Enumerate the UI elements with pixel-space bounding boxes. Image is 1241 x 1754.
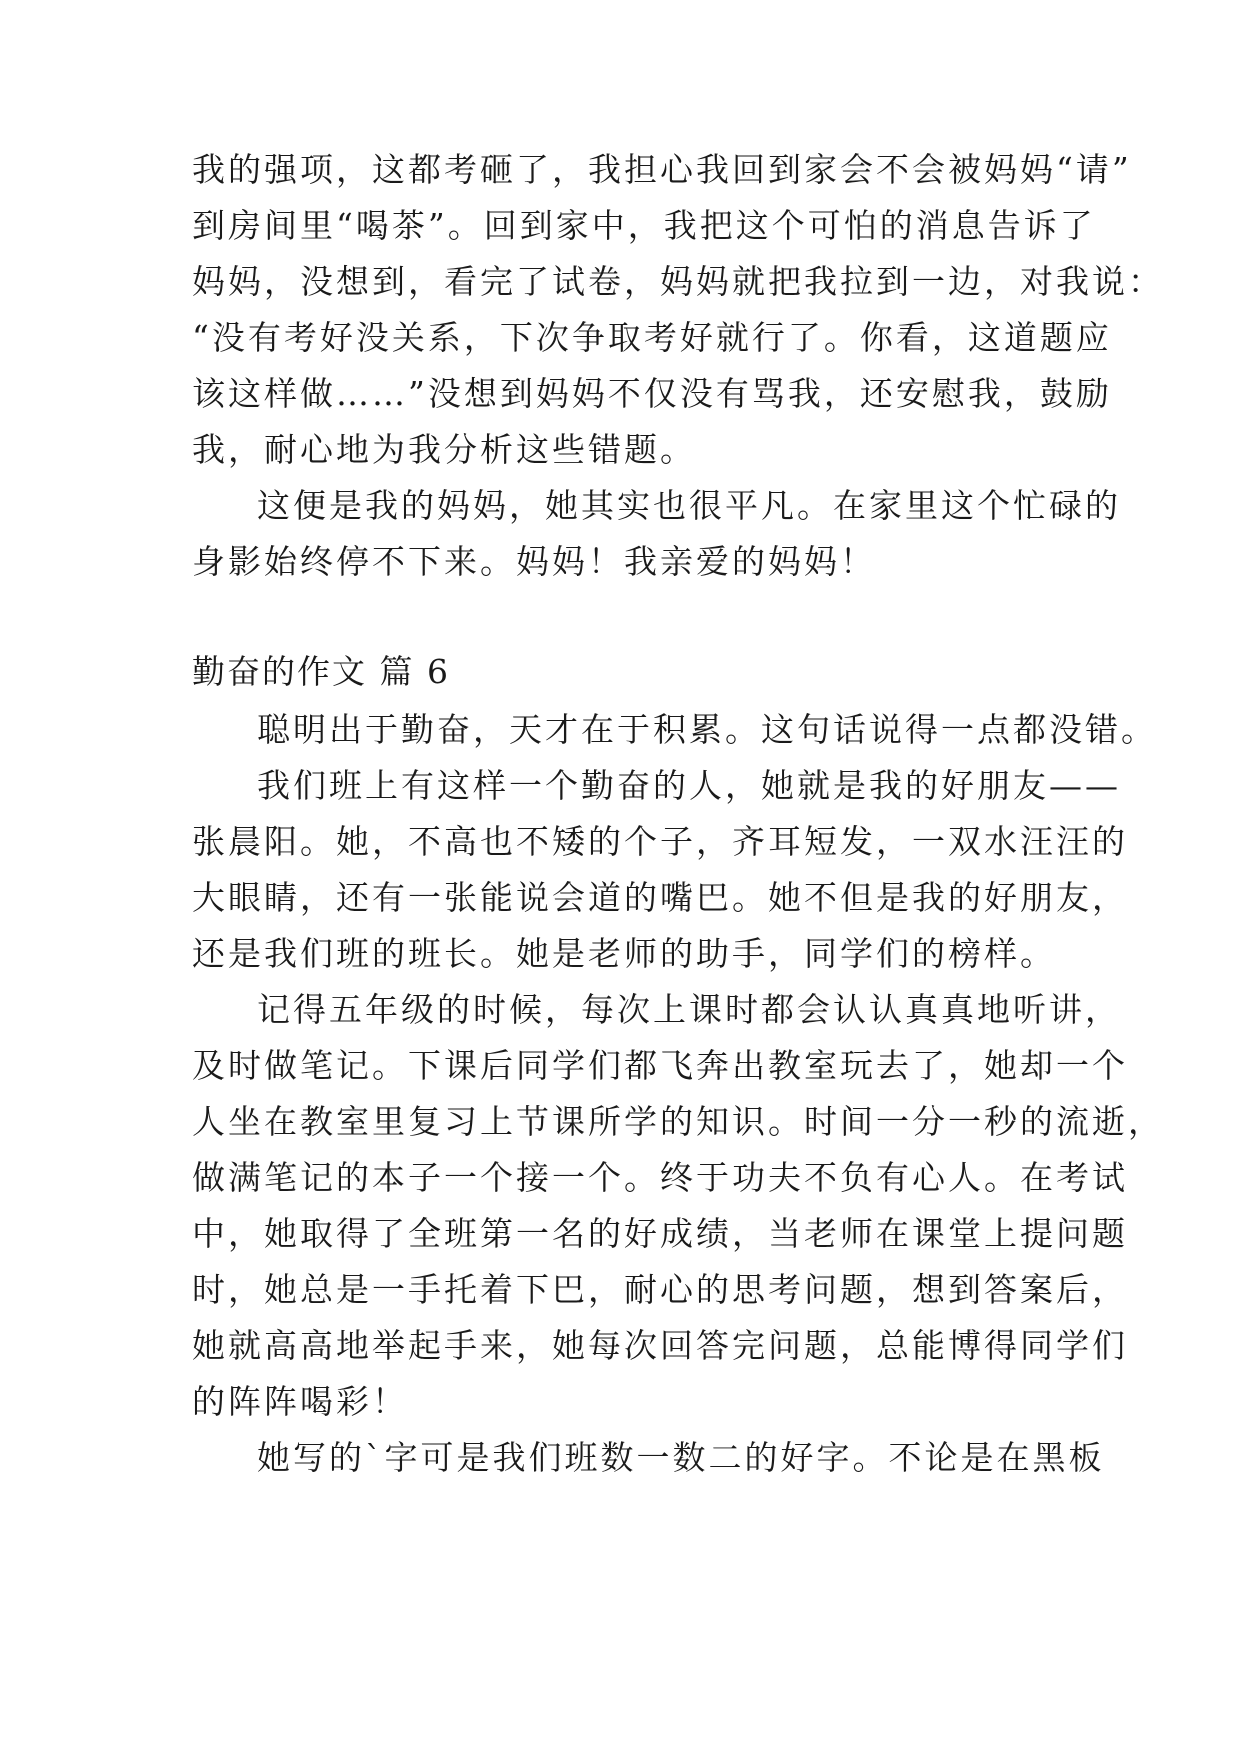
paragraph-line: 她就高高地举起手来，她每次回答完问题，总能博得同学们 — [192, 1326, 1128, 1365]
paragraph-line: 聪明出于勤奋，天才在于积累。这句话说得一点都没错。 — [257, 710, 1157, 749]
paragraph-line: 大眼睛，还有一张能说会道的嘴巴。她不但是我的好朋友， — [192, 878, 1128, 917]
paragraph-line: 时，她总是一手托着下巴，耐心的思考问题，想到答案后， — [192, 1270, 1128, 1309]
paragraph-line: 还是我们班的班长。她是老师的助手，同学们的榜样。 — [192, 934, 1056, 973]
paragraph-line: “没有考好没关系，下次争取考好就行了。你看，这道题应 — [192, 318, 1112, 357]
section-heading: 勤奋的作文 篇 6 — [192, 652, 450, 691]
paragraph-line: 到房间里“喝茶”。回到家中，我把这个可怕的消息告诉了 — [192, 206, 1096, 245]
paragraph-line: 我们班上有这样一个勤奋的人，她就是我的好朋友—— — [257, 766, 1121, 805]
paragraph-line: 该这样做……”没想到妈妈不仅没有骂我，还安慰我，鼓励 — [192, 374, 1112, 413]
paragraph-line: 的阵阵喝彩！ — [192, 1382, 408, 1421]
paragraph-line: 这便是我的妈妈，她其实也很平凡。在家里这个忙碌的 — [257, 486, 1121, 525]
paragraph-line: 记得五年级的时候，每次上课时都会认认真真地听讲， — [257, 990, 1121, 1029]
paragraph-line: 身影始终停不下来。妈妈！我亲爱的妈妈！ — [192, 542, 876, 581]
paragraph-line: 人坐在教室里复习上节课所学的知识。时间一分一秒的流逝， — [192, 1102, 1164, 1141]
paragraph-line: 她写的`字可是我们班数一数二的好字。不论是在黑板 — [257, 1438, 1105, 1477]
paragraph-line: 及时做笔记。下课后同学们都飞奔出教室玩去了，她却一个 — [192, 1046, 1128, 1085]
paragraph-line: 妈妈，没想到，看完了试卷，妈妈就把我拉到一边，对我说： — [192, 262, 1164, 301]
paragraph-line: 中，她取得了全班第一名的好成绩，当老师在课堂上提问题 — [192, 1214, 1128, 1253]
paragraph-line: 做满笔记的本子一个接一个。终于功夫不负有心人。在考试 — [192, 1158, 1128, 1197]
paragraph-line: 我的强项，这都考砸了，我担心我回到家会不会被妈妈“请” — [192, 150, 1132, 189]
paragraph-line: 我，耐心地为我分析这些错题。 — [192, 430, 696, 469]
paragraph-line: 张晨阳。她，不高也不矮的个子，齐耳短发，一双水汪汪的 — [192, 822, 1128, 861]
